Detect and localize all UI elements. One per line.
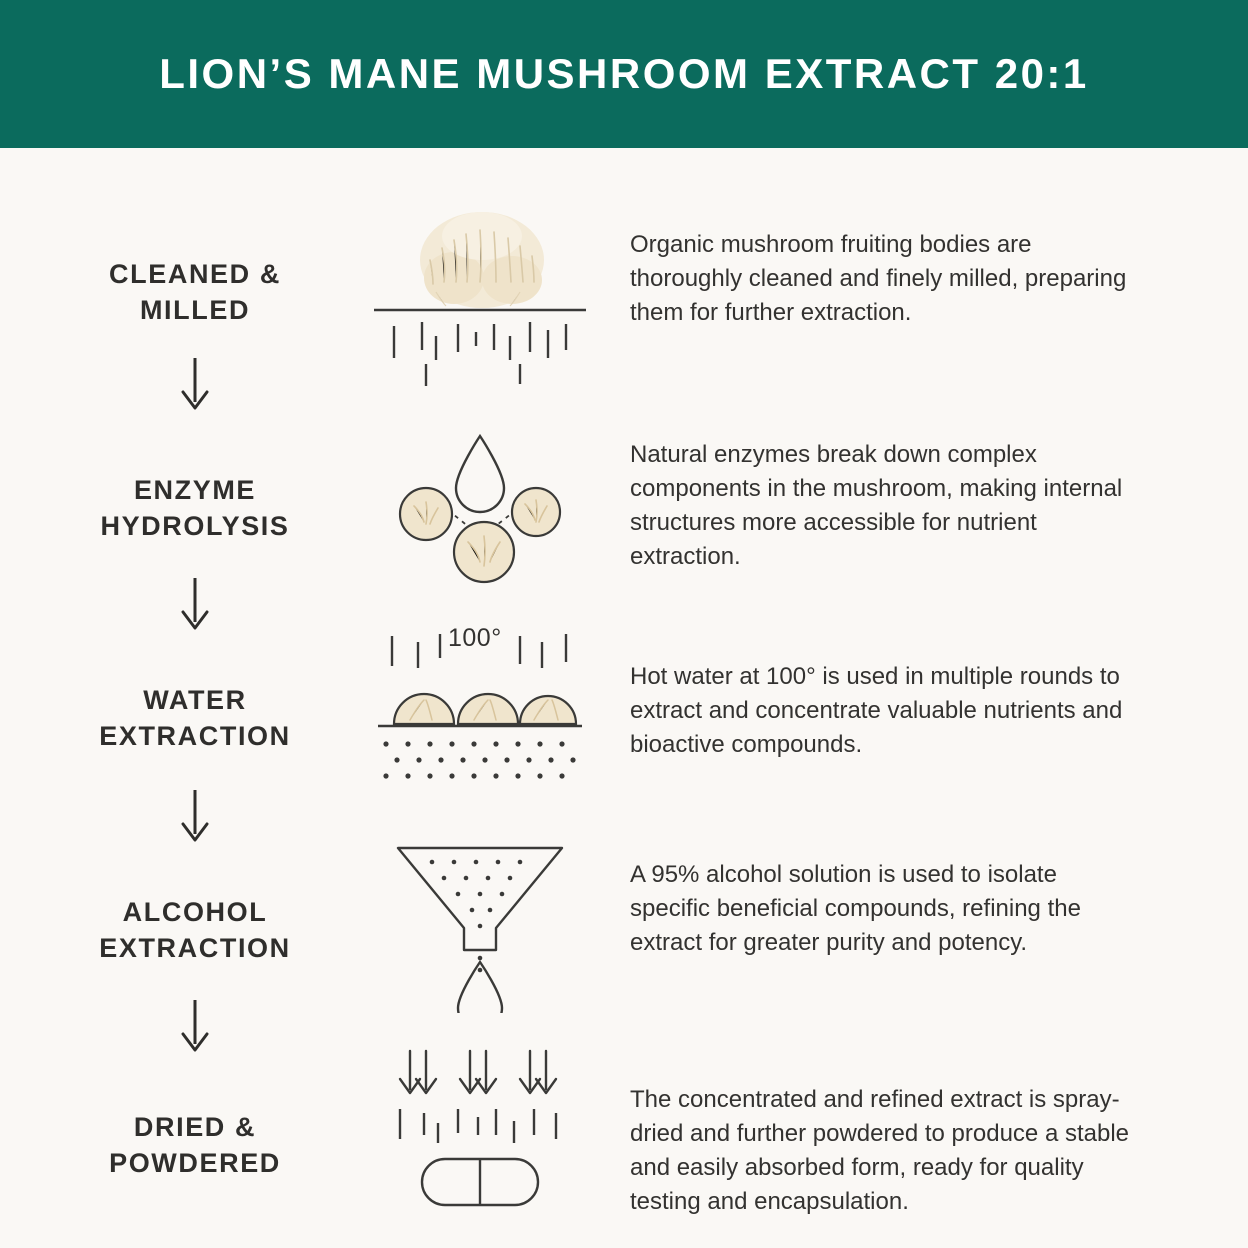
arrow-step-1-to-2 bbox=[60, 356, 330, 414]
step-icon-cleaned-milled bbox=[330, 200, 630, 405]
step-label-enzyme-hydrolysis: ENZYME HYDROLYSIS bbox=[100, 475, 290, 542]
step-description-dried-powdered: The concentrated and refined extract is spray-dried and further powdered to produce a stable and easily absorbed form, ready for quality testing and encapsulation. bbox=[630, 1086, 1129, 1216]
process-step-dried-powdered bbox=[0, 1043, 1248, 1223]
step-icon-dried-powdered bbox=[330, 1043, 630, 1223]
arrow-step-2-to-3 bbox=[60, 576, 330, 634]
spray-dried-capsule-icon bbox=[380, 1043, 580, 1223]
process-step-alcohol-extraction bbox=[0, 838, 1248, 1018]
process-steps bbox=[0, 148, 1248, 1248]
step-description-enzyme-hydrolysis: Natural enzymes break down complex components in the mushroom, making internal structures more accessible for nutrient extraction. bbox=[630, 441, 1123, 571]
step-label-alcohol-extraction: ALCOHOL EXTRACTION bbox=[99, 897, 291, 964]
step-icon-alcohol-extraction bbox=[330, 838, 630, 1018]
header-banner bbox=[0, 0, 1248, 148]
step-label-dried-powdered: DRIED & POWDERED bbox=[109, 1112, 281, 1179]
temperature-label: 100° bbox=[448, 624, 502, 652]
step-description-cleaned-milled: Organic mushroom fruiting bodies are thoroughly cleaned and finely milled, preparing them for further extraction. bbox=[630, 231, 1127, 327]
mushroom-milled-icon bbox=[370, 200, 590, 405]
process-step-water-extraction bbox=[0, 624, 1248, 813]
step-description-water-extraction: Hot water at 100° is used in multiple rounds to extract and concentrate valuable nutrients and bioactive compounds. bbox=[630, 663, 1123, 759]
enzyme-droplet-molecules-icon bbox=[370, 418, 590, 608]
funnel-droplet-icon bbox=[380, 838, 580, 1018]
hot-water-extraction-icon bbox=[370, 624, 590, 813]
step-description-alcohol-extraction: A 95% alcohol solution is used to isolate specific beneficial compounds, refining the extract for greater purity and potency. bbox=[630, 861, 1081, 957]
step-label-cleaned-milled: CLEANED & MILLED bbox=[109, 259, 281, 326]
step-icon-water-extraction bbox=[330, 624, 630, 813]
step-label-water-extraction: WATER EXTRACTION bbox=[99, 685, 291, 752]
page-title: LION’S MANE MUSHROOM EXTRACT 20:1 bbox=[159, 49, 1089, 97]
step-icon-enzyme-hydrolysis bbox=[330, 418, 630, 608]
